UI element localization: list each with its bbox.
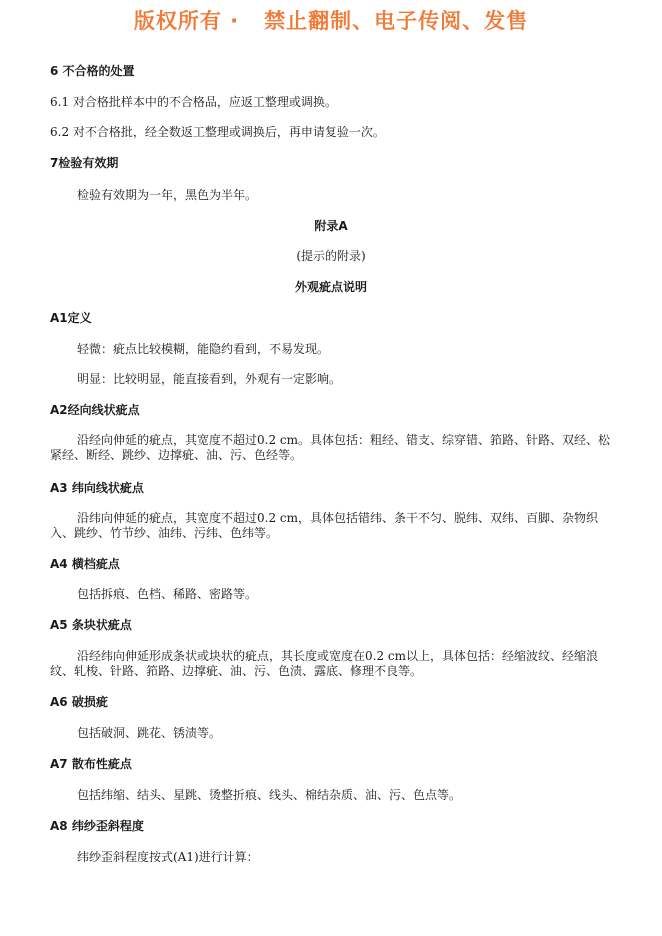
a2-text: 沿经向伸延的疵点，其宽度不超过0.2 cm。具体包括：粗经、错支、综穿错、筘路、针路、双经、松紧经、断经、跳纱、边撑疵、油、污、色经等。 — [50, 433, 611, 462]
a6-text: 包括破洞、跳花、锈渍等。 — [77, 726, 222, 740]
a2-heading: A2经向线状疵点 — [50, 403, 140, 417]
a4-heading: A4 横档疵点 — [50, 557, 120, 571]
a8-text: 纬纱歪斜程度按式(A1)进行计算： — [77, 850, 259, 864]
a4-text: 包括拆痕、色档、稀路、密路等。 — [77, 587, 258, 601]
a3-text: 沿纬向伸延的疵点，其宽度不超过0.2 cm，具体包括错纬、条干不匀、脱纬、双纬、百脚、杂物织入、跳纱、竹节纱、油纬、污纬、色纬等。 — [50, 511, 599, 540]
a1-slight-definition: 轻微：疵点比较模糊，能隐约看到，不易发现。 — [77, 342, 330, 356]
section-6-1-text: 6.1 对合格批样本中的不合格品，应返工整理或调换。 — [50, 95, 337, 109]
appendix-subtitle: (提示的附录) — [296, 249, 366, 263]
section-6-2-text: 6.2 对不合格批，经全数返工整理或调换后，再申请复验一次。 — [50, 125, 385, 139]
a7-text: 包括纬缩、结头、星跳、烫整折痕、线头、棉结杂质、油、污、色点等。 — [77, 788, 462, 802]
a5-text: 沿经纬向伸延形成条状或块状的疵点，其长度或宽度在0.2 cm以上，具体包括：经缩波纹、经缩浪纹、轧梭、针路、筘路、边撑疵、油、污、色渍、露底、修理不良等。 — [50, 649, 599, 678]
a5-heading: A5 条块状疵点 — [50, 618, 132, 632]
section-7-heading: 7检验有效期 — [50, 156, 119, 170]
appendix-title: 附录A — [314, 219, 348, 233]
a1-heading: A1定义 — [50, 311, 92, 325]
a8-heading: A8 纬纱歪斜程度 — [50, 819, 144, 833]
a7-heading: A7 散布性疵点 — [50, 757, 132, 771]
a3-heading: A3 纬向线状疵点 — [50, 481, 144, 495]
appendix-name: 外观疵点说明 — [294, 280, 367, 294]
copyright-watermark: 版权所有 · 禁止翻制、电子传阅、发售 — [133, 9, 529, 33]
a1-obvious-definition: 明显：比较明显，能直接看到，外观有一定影响。 — [77, 372, 342, 386]
a6-heading: A6 破损疵 — [50, 695, 108, 709]
section-7-text: 检验有效期为一年，黑色为半年。 — [77, 188, 258, 202]
section-6-heading: 6 不合格的处置 — [50, 64, 135, 78]
